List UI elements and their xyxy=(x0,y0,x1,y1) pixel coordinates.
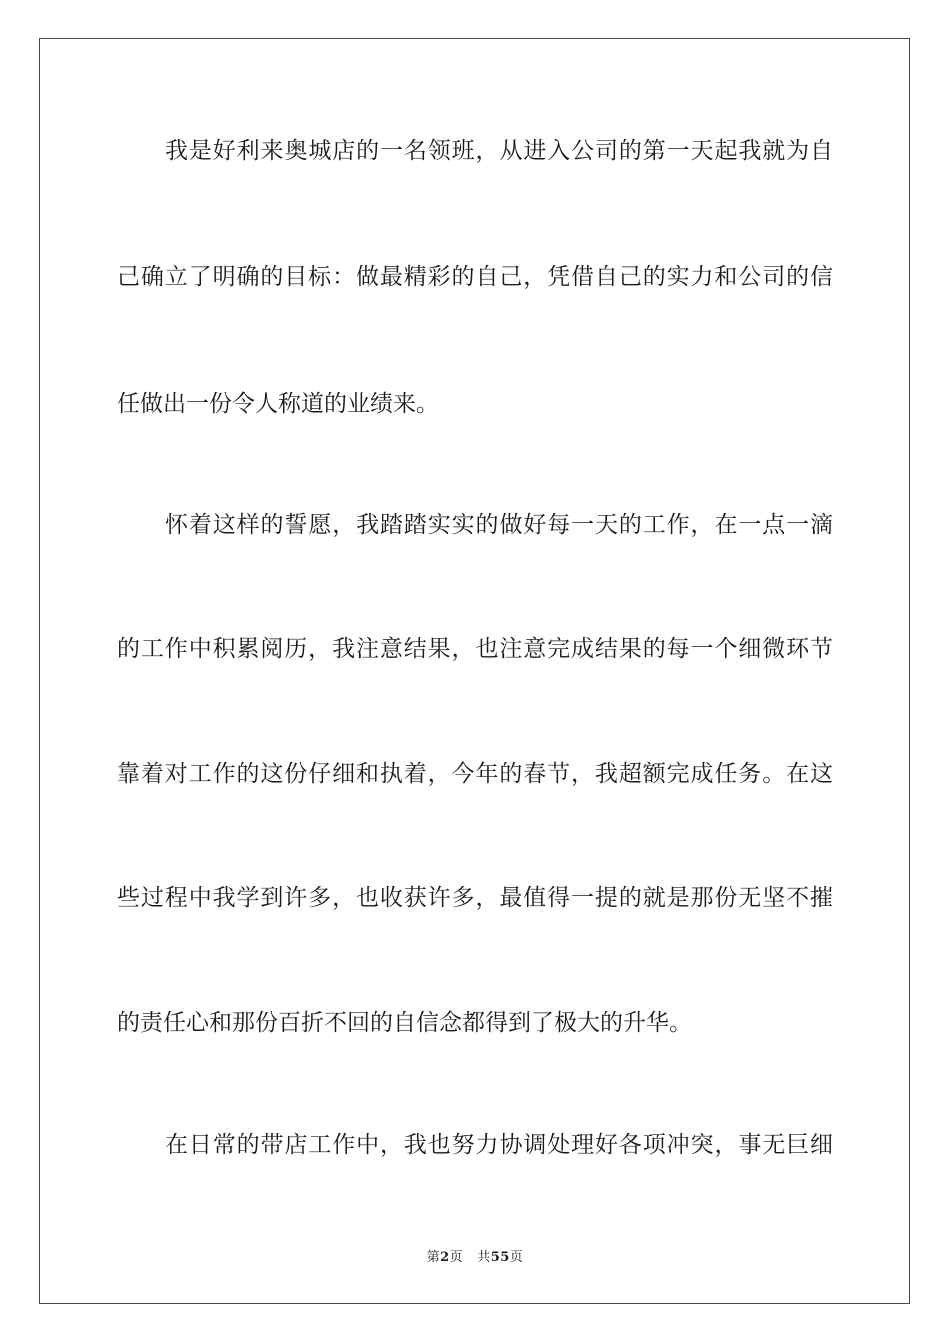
body-text-line: 己确立了明确的目标：做最精彩的自己，凭借自己的实力和公司的信 xyxy=(117,264,833,290)
total-suffix: 页 xyxy=(509,1250,524,1265)
page-suffix: 页 xyxy=(449,1250,464,1265)
page-footer xyxy=(0,1246,950,1265)
body-text-line: 的工作中积累阅历，我注意结果，也注意完成结果的每一个细微环节 xyxy=(117,636,833,662)
page-number: 2 xyxy=(440,1250,450,1265)
body-text-line: 些过程中我学到许多，也收获许多，最值得一提的就是那份无坚不摧 xyxy=(117,885,833,911)
body-text-line: 任做出一份令人称道的业绩来。 xyxy=(117,391,439,417)
body-text-line: 怀着这样的誓愿，我踏踏实实的做好每一天的工作，在一点一滴 xyxy=(165,512,833,538)
total-prefix: 共 xyxy=(477,1250,491,1265)
body-text-line: 的责任心和那份百折不回的自信念都得到了极大的升华。 xyxy=(117,1010,692,1036)
body-text-line: 靠着对工作的这份仔细和执着，今年的春节，我超额完成任务。在这 xyxy=(117,761,833,787)
body-text-line: 我是好利来奥城店的一名领班，从进入公司的第一天起我就为自 xyxy=(165,138,833,164)
total-pages: 55 xyxy=(490,1250,510,1265)
page-prefix: 第 xyxy=(426,1250,441,1265)
body-text-line: 在日常的带店工作中，我也努力协调处理好各项冲突，事无巨细 xyxy=(165,1132,833,1158)
page-border xyxy=(39,38,910,1304)
